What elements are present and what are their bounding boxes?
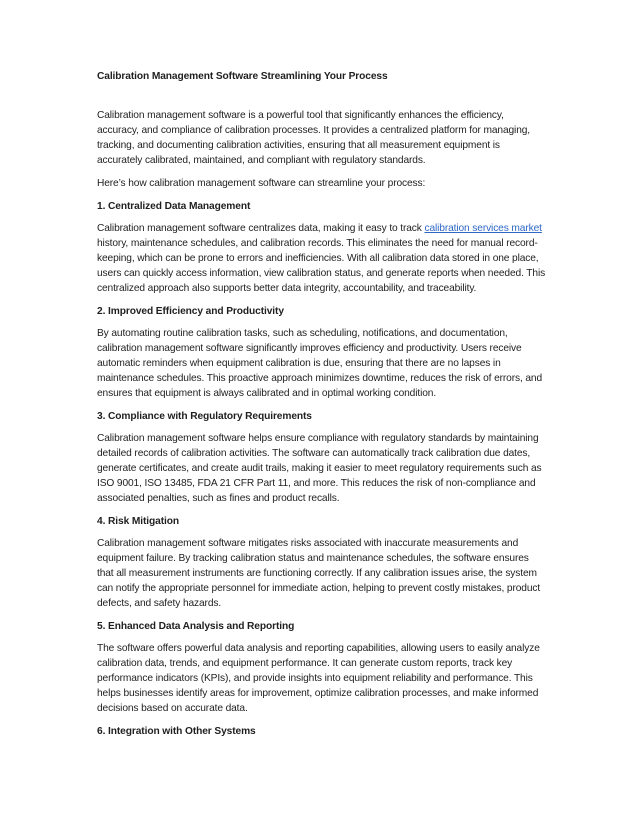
body-text: history, maintenance schedules, and calibration records. This eliminates the need for manual record-keeping, which can be prone to errors and inefficiencies. With all calibration data stored in one place, users can quickly access information, view calibration status, and generate reports when needed. This centralized approach also supports better data integrity, accountability, and traceability. [97,238,546,294]
section-body-centralized-data [97,221,547,296]
section-heading-integration: 6. Integration with Other Systems [97,726,256,737]
lead-paragraph: Here’s how calibration management software can streamline your process: [97,178,426,189]
section-heading-centralized-data: 1. Centralized Data Management [97,201,251,212]
section-heading-compliance: 3. Compliance with Regulatory Requirements [97,411,312,422]
section-body-compliance: Calibration management software helps ensure compliance with regulatory standards by maintaining detailed records of calibration activities. The software can automatically track calibration due dates, generate certificates, and create audit trails, making it easier to meet regulatory requirements such as ISO 9001, ISO 13485, FDA 21 CFR Part 11, and more. This reduces the risk of non-compliance and associated penalties, such as fines and product recalls. [97,433,542,504]
document-title: Calibration Management Software Streamlining Your Process [97,71,388,82]
body-text: Calibration management software centralizes data, making it easy to track [97,223,425,234]
document-page [97,69,547,746]
section-heading-risk-mitigation: 4. Risk Mitigation [97,516,179,527]
section-body-risk-mitigation: Calibration management software mitigates risks associated with inaccurate measurements and equipment failure. By tracking calibration status and maintenance schedules, the software ensures that all measurement instruments are functioning correctly. If any calibration issues arise, the system can notify the appropriate personnel for immediate action, helping to prevent costly mistakes, product defects, and safety hazards. [97,538,541,609]
section-body-data-analysis: The software offers powerful data analysis and reporting capabilities, allowing users to easily analyze calibration data, trends, and equipment performance. It can generate custom reports, track key performance indicators (KPIs), and provide insights into equipment reliability and performance. This helps businesses identify areas for improvement, optimize calibration processes, and make informed decisions based on accurate data. [97,643,540,714]
section-heading-efficiency: 2. Improved Efficiency and Productivity [97,306,284,317]
section-body-efficiency: By automating routine calibration tasks, such as scheduling, notifications, and documentation, calibration management software significantly improves efficiency and productivity. Users receive automatic reminders when equipment calibration is due, ensuring that there are no lapses in maintenance schedules. This proactive approach minimizes downtime, reduces the risk of errors, and ensures that equipment is always calibrated and in optimal working condition. [97,328,543,399]
intro-paragraph: Calibration management software is a powerful tool that significantly enhances the efficiency, accuracy, and compliance of calibration processes. It provides a centralized platform for managing, tracking, and documenting calibration activities, ensuring that all measurement equipment is accurately calibrated, maintained, and compliant with regulatory standards. [97,110,531,166]
section-heading-data-analysis: 5. Enhanced Data Analysis and Reporting [97,621,295,632]
calibration-services-market-link[interactable]: calibration services market [424,223,542,234]
